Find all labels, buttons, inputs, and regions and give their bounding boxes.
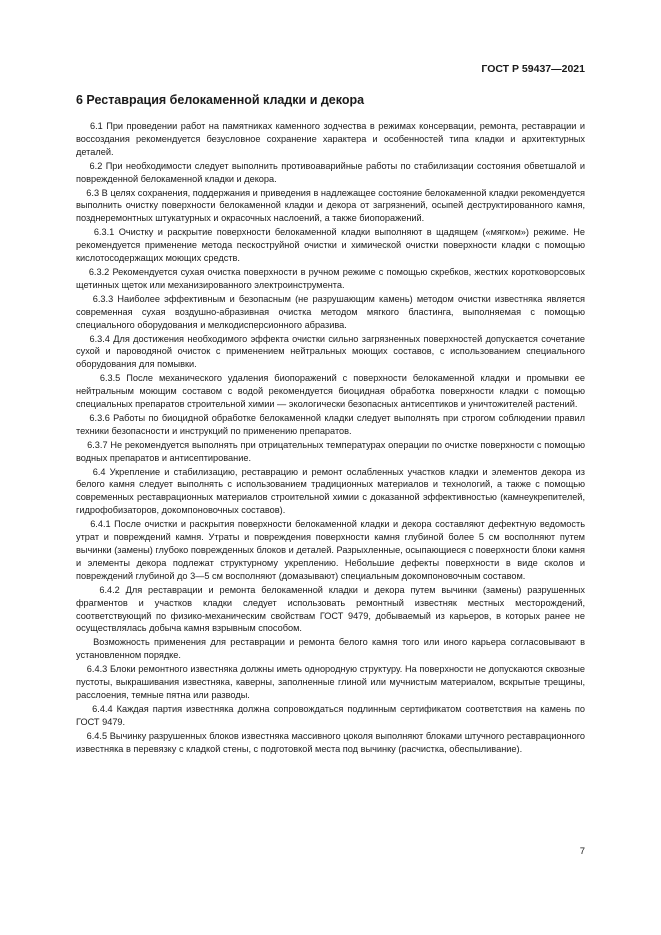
paragraph-6-3: 6.3 В целях сохранения, поддержания и приведения в надлежащее состояние белокаменной кладки рекомендуется выполнить очистку поверхности белокаменной кладки и декора от загрязнений, осыпей деструктированного камня, позднеремонтных штукатурных и окрасочных наслоений, а также биопоражений. (76, 187, 585, 224)
paragraph-6-4: 6.4 Укрепление и стабилизацию, реставрацию и ремонт ослабленных участков кладки и элементов декора из белого камня следует выполнять с использованием традиционных материалов и технологий, а также с помощью современных реставрационных материалов строительной химии с доказанной эффективностью (камнеукрепителей, гидрофобизаторов, докомпоновочных составов). (76, 466, 585, 516)
paragraph-6-4-5: 6.4.5 Вычинку разрушенных блоков известняка массивного цоколя выполняют блоками штучного реставрационного известняка в перевязку с кладкой стены, с подготовкой места под вычинку (расчистка, обеспыливание). (76, 730, 585, 754)
paragraph-6-3-2: 6.3.2 Рекомендуется сухая очистка поверхности в ручном режиме с помощью скребков, жестких коротковорсовых щетинных щеток или механизированного электроинструмента. (76, 266, 585, 290)
paragraph-6-2: 6.2 При необходимости следует выполнить противоаварийные работы по стабилизации состояния обветшалой и поврежденной белокаменной кладки и декора. (76, 160, 585, 184)
paragraph-6-3-6: 6.3.6 Работы по биоцидной обработке белокаменной кладки следует выполнять при строгом соблюдении правил техники безопасности и инструкций по применению препаратов. (76, 412, 585, 436)
paragraph-6-3-1: 6.3.1 Очистку и раскрытие поверхности белокаменной кладки выполняют в щадящем («мягком») режиме. Не рекомендуется применение метода пескоструйной очистки и химической очистки поверхности кладки с помощью кислотосодержащих моющих средств. (76, 227, 585, 264)
page-number: 7 (579, 846, 585, 857)
document-code: ГОСТ Р 59437—2021 (481, 63, 585, 75)
document-body (76, 120, 585, 757)
paragraph-6-4-3: 6.4.3 Блоки ремонтного известняка должны иметь однородную структуру. На поверхности не допускаются сквозные пустоты, выкрашивания известняка, каверны, заполненные глиной или мучнистым материалом, вскрытые трещины, расслоения, темные пятна или разводы. (76, 664, 585, 700)
paragraph-6-4-2-note: Возможность применения для реставрации и ремонта белого камня того или иного карьера согласовывают в установленном порядке. (76, 637, 585, 661)
paragraph-6-4-1: 6.4.1 После очистки и раскрытия поверхности белокаменной кладки и декора составляют дефектную ведомость утрат и повреждений камня. Утраты и повреждения поверхности камня глубиной более 5 см восполняют путем вычинки (замены) глубоко поврежденных блоков и деталей. Разрыхленные, осыпающиеся с поверхности блоки камня и элементы декора подлежат структурному укреплению. Небольшие дефекты поверхности в виде сколов и повреждений глубиной до 3—5 см восполняют (домазывают) специальным докомпоновочным составом. (76, 519, 585, 581)
paragraph-6-3-7: 6.3.7 Не рекомендуется выполнять при отрицательных температурах операции по очистке поверхности с помощью водных препаратов и антисептирование. (76, 439, 585, 463)
paragraph-6-3-4: 6.3.4 Для достижения необходимого эффекта очистки сильно загрязненных поверхностей допускается сочетание сухой и пароводяной очисток с применением нейтральных моющих составов, с использованием специального оборудования для помывки. (76, 333, 585, 370)
section-heading: 6 Реставрация белокаменной кладки и декора (76, 93, 365, 107)
paragraph-6-4-2: 6.4.2 Для реставрации и ремонта белокаменной кладки и декора путем вычинки (замены) разрушенных фрагментов и участков кладки следует использовать ремонтный известняк местных месторождений, соответствующий по физико-механическим свойствам ГОСТ 9479, добываемый из карьеров, в которых ранее не осуществлялась добыча камня взрывным способом. (76, 584, 585, 634)
paragraph-6-1: 6.1 При проведении работ на памятниках каменного зодчества в режимах консервации, ремонта, реставрации и воссоздания рекомендуется безусловное сохранение характера и особенностей типа кладки и архитектурных деталей. (76, 121, 585, 157)
paragraph-6-4-4: 6.4.4 Каждая партия известняка должна сопровождаться подлинным сертификатом соответствия на камень по ГОСТ 9479. (76, 703, 585, 727)
paragraph-6-3-3: 6.3.3 Наиболее эффективным и безопасным (не разрушающим камень) методом очистки известняка является современная сухая воздушно-абразивная очистка методом мягкого бластинга, выполняемая с помощью специального оборудования и мелкодисперсионного абразива. (76, 293, 585, 330)
paragraph-6-3-5: 6.3.5 После механического удаления биопоражений с поверхности белокаменной кладки и промывки ее нейтральным моющим составом с водой рекомендуется биоцидная обработка поверхности кладки с помощью специальных препаратов строительной химии — экологически безопасных антисептиков и уничтожителей растений. (76, 373, 585, 410)
